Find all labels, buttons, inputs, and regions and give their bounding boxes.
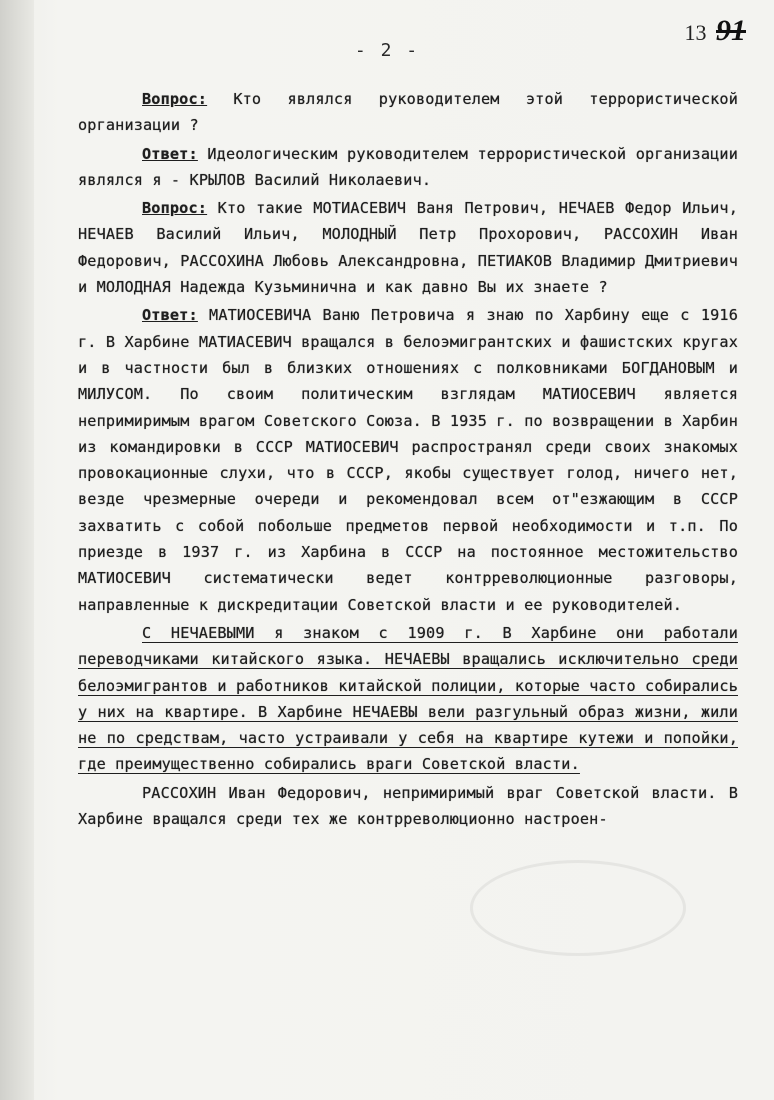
folio-old-crossed: 91 (716, 14, 746, 47)
answer-text: МАТИОСЕВИЧА Ваню Петровича я знаю по Харбину еще с 1916 г. В Харбине МАТИАСЕВИЧ вращался в белоэмигрантских и фашистских кругах и в частности был в близких отношениях с полковниками БОГДАНОВЫМ и МИЛУСОМ. По своим политическим взглядам МАТИОСЕВИЧ является непримиримым врагом Советского Союза. В 1935 г. по возвращении в Харбин из командировки в СССР МАТИОСЕВИЧ распространял среди своих знакомых провокационные слухи, что в СССР, якобы существует голод, ничего нет, везде чрезмерные очереди и рекомендовал всем от"езжающим в СССР захватить с собой побольше предметов первой необходимости и т.п. По приезде в 1937 г. из Харбина в СССР на постоянное местожительство МАТИОСЕВИЧ систематически ведет контрреволюционные разговоры, направленные к дискредитации Советской власти и ее руководителей. (78, 306, 739, 614)
question-label: Вопрос: (142, 199, 208, 218)
paragraph-answer-2 (78, 302, 738, 618)
faded-stamp (470, 860, 686, 956)
paragraph-text: РАССОХИН Иван Федорович, непримиримый враг Советской власти. В Харбине вращался среди тех же контрреволюционно настроен- (78, 783, 738, 829)
question-text: Кто такие МОТИАСЕВИЧ Ваня Петрович, НЕЧАЕВ Федор Ильич, НЕЧАЕВ Василий Ильич, МОЛОДНЫЙ Петр Прохорович, РАССОХИН Иван Федорович, РАССОХИНА Любовь Александровна, ПЕТИАКОВ Владимир Дмитриевич и МОЛОДНАЯ Надежда Кузьминична и как давно Вы их знаете ? (78, 199, 738, 297)
question-text: Кто являлся руководителем этой террористической организации ? (78, 90, 738, 135)
answer-label: Ответ: (142, 306, 198, 325)
answer-text: Идеологическим руководителем террористической организации являлся я - КРЫЛОВ Василий Николаевич. (78, 144, 738, 189)
paragraph-question-1 (78, 86, 738, 139)
page-number: - 2 - (354, 40, 420, 61)
paragraph-rassokhin (78, 780, 738, 833)
paragraph-answer-1 (78, 141, 738, 194)
underlined-passage: С НЕЧАЕВЫМИ я знаком с 1909 г. В Харбине они работали переводчиками китайского языка. НЕЧАЕВЫ вращались исключительно среди белоэмигрантов и работников китайской полиции, которые часто собирались у них на квартире. В Харбине НЕЧАЕВЫ вели разгульный образ жизни, жили не по средствам, часто устраивали у себя на квартире кутежи и попойки, где преимущественно собирались враги Советской власти. (78, 623, 738, 774)
paragraph-question-2 (78, 195, 738, 300)
interrogation-text (78, 86, 738, 832)
answer-label: Ответ: (142, 144, 198, 163)
question-label: Вопрос: (142, 90, 208, 108)
paragraph-nechaevy (78, 620, 738, 778)
page-edge-shadow (0, 0, 34, 1100)
folio-current: 13 (684, 20, 707, 45)
